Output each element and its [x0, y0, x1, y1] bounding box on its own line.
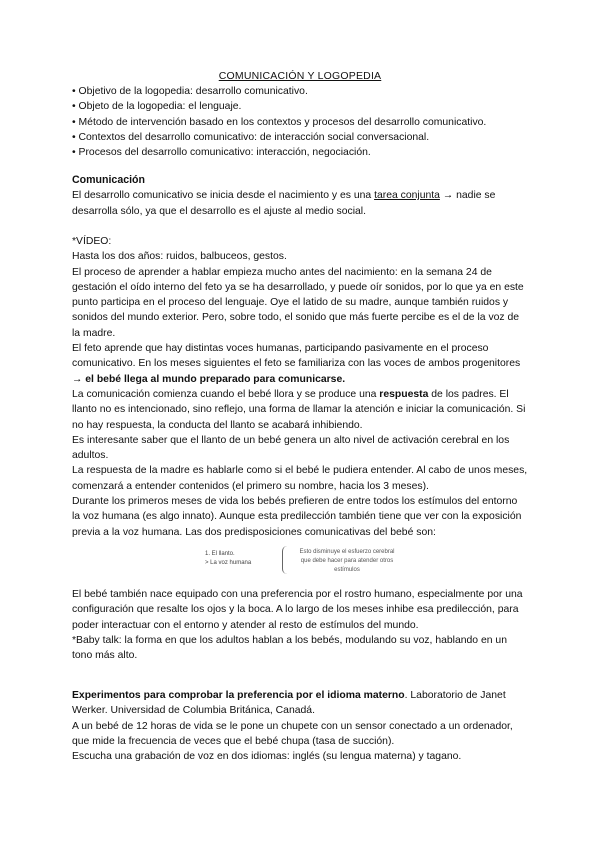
paragraph: Es interesante saber que el llanto de un bebé genera un alto nivel de activación cerebral en los adultos.: [72, 434, 510, 462]
paragraph: A un bebé de 12 horas de vida se le pone un chupete con un sensor conectado a un ordenador, que mide la frecuencia de veces que el bebé chupa (tasa de succión).: [72, 720, 513, 747]
bold-text: el bebé llega al mundo preparado para comunicarse.: [85, 373, 346, 385]
objectives-list: [72, 84, 542, 160]
figure-item: 1. El llanto.: [205, 551, 235, 557]
figure-item: > La voz humana: [205, 560, 252, 566]
paragraph: El proceso de aprender a hablar empieza mucho antes del nacimiento: en la semana 24 de gestación el oído interno del feto ya se ha desarrollado, y puede oír sonidos, por lo que ya en este punto participa en el proceso del lenguaje. Oye el latido de su madre, aunque también ruidos y sonidos del mundo exterior. Pero, sobre todo, el sonido que más fuerte percibe es el de la voz de la madre.: [72, 266, 524, 339]
text-run: . Laboratorio de Janet Werker. Universidad de Columbia Británica, Canadá.: [72, 690, 506, 717]
paragraph: [72, 341, 528, 387]
figure-list: [205, 550, 251, 568]
paragraph: [72, 688, 528, 719]
bold-text: respuesta: [379, 388, 429, 400]
brace-icon: [282, 546, 289, 574]
bold-heading: Experimentos para comprobar la preferencia por el idioma materno: [72, 690, 405, 701]
paragraph: La respuesta de la madre es hablarle como si el bebé le pudiera entender. Al cabo de unos meses, comenzará a entender contenidos (el primero su nombre, hacia los 3 meses).: [72, 465, 528, 492]
section-comunicacion: [72, 173, 528, 219]
document-title: COMUNICACIÓN Y LOGOPEDIA: [218, 70, 382, 82]
text-run: El feto aprende que hay distintas voces humanas, participando pasivamente en el proceso comunicativo. En los meses siguientes el feto se familiariza con las voces de ambos progenitores →: [72, 343, 521, 385]
section-video: [72, 234, 528, 540]
paragraph: [72, 188, 528, 219]
text-run: La comunicación comienza cuando el bebé llora y se produce una: [72, 388, 380, 400]
bullet-item: • Objetivo de la logopedia: desarrollo comunicativo.: [72, 86, 308, 97]
section-experimentos: [72, 688, 528, 764]
section-heading: Comunicación: [72, 174, 145, 186]
paragraph: El bebé también nace equipado con una preferencia por el rostro humano, especialmente por una configuración que resalte los ojos y la boca. A lo largo de los meses inhibe esa predilección, para poder interactuar con el entorno y atender al resto de estímulos del mundo.: [72, 589, 523, 631]
paragraph: Durante los primeros meses de vida los bebés prefieren de entre todos los estímulos del entorno la voz humana (es algo innato). Aunque esta predilección también tiene que ver con la exposición previa a la voz humana. Las dos predisposiciones comunicativas del bebé son:: [72, 496, 522, 538]
text-run: → nadie se desarrolla sólo, ya que el desarrollo es el ajuste al medio social.: [72, 190, 496, 217]
video-heading: *VÍDEO:: [72, 236, 112, 247]
section-after: [72, 587, 528, 663]
bullet-item: • Objeto de la logopedia: el lenguaje.: [72, 101, 242, 113]
paragraph: [72, 387, 528, 433]
predispositions-figure: [205, 546, 395, 578]
underlined-term: tarea conjunta: [374, 190, 440, 202]
text-run: de los padres. El llanto no es intencionado, sino reflejo, una forma de llamar la atención e iniciar la comunicación. Si no hay respuesta, la conducta del llanto se acabará inhibiendo.: [72, 388, 526, 431]
figure-note: Esto disminuye el esfuerzo cerebral que debe hacer para atender otros estímulos: [299, 549, 395, 573]
paragraph: Escucha una grabación de voz en dos idiomas: inglés (su lengua materna) y tagano.: [72, 751, 462, 763]
paragraph: *Baby talk: la forma en que los adultos hablan a los bebés, modulando su voz, hablando en un tono más alto.: [72, 634, 507, 662]
bullet-item: • Método de intervención basado en los contextos y procesos del desarrollo comunicativo.: [72, 116, 487, 128]
bullet-item: • Procesos del desarrollo comunicativo: interacción, negociación.: [72, 147, 371, 159]
bullet-item: • Contextos del desarrollo comunicativo: de interacción social conversacional.: [72, 131, 430, 143]
paragraph: Hasta los dos años: ruidos, balbuceos, gestos.: [72, 251, 287, 263]
text-run: El desarrollo comunicativo se inicia desde el nacimiento y es una: [72, 190, 375, 202]
